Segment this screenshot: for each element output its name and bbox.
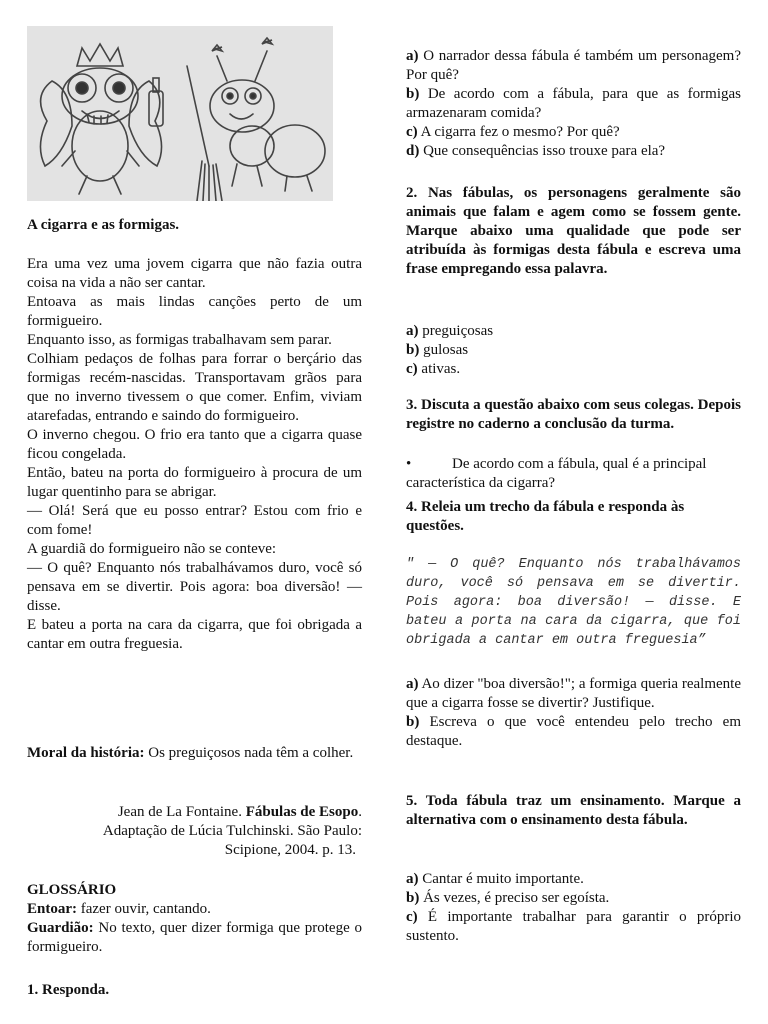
bullet-icon: • — [406, 456, 412, 472]
highlighted-excerpt: " — O quê? Enquanto nós trabalhávamos duro, você só pensava em se divertir. Pois agora: boa diversão! — disse. E bateu a porta na cara da cigarra, que foi obrigada a cantar em outra freguesia” — [406, 557, 741, 648]
option-item: c) É importante trabalhar para garantir o próprio sustento. — [406, 909, 741, 944]
question-5-options — [406, 870, 741, 946]
option-item: b) gulosas — [406, 342, 469, 358]
story-paragraph: Enquanto isso, as formigas trabalhavam sem parar. — [27, 332, 332, 348]
question-item: a) O narrador dessa fábula é também um personagem? Por quê? — [406, 48, 741, 83]
citation-line-2: Adaptação de Lúcia Tulchinski. São Paulo: — [102, 823, 362, 839]
glossary-entry: Guardião: No texto, quer dizer formiga que protege o formigueiro. — [27, 920, 362, 955]
question-4-items — [406, 675, 741, 751]
option-item: a) preguiçosas — [406, 323, 494, 339]
question-3-bullet — [406, 455, 741, 493]
citation-line-3: Scipione, 2004. p. 13. — [224, 842, 356, 858]
story-paragraph: A guardiã do formigueiro não se conteve: — [27, 541, 277, 557]
glossary — [27, 881, 362, 957]
option-item: a) Cantar é muito importante. — [406, 871, 584, 887]
cicada-and-ant-drawing — [27, 26, 333, 201]
bullet-text: De acordo com a fábula, qual é a principal característica da cigarra? — [406, 456, 707, 491]
story-paragraph: — O quê? Enquanto nós trabalhávamos duro, você só pensava em se divertir. Pois agora: boa diversão! — disse. — [27, 560, 362, 614]
question-3-title: 3. Discuta a questão abaixo com seus colegas. Depois registre no caderno a conclusão da turma. — [406, 397, 742, 432]
question-1-title: 1. Responda. — [27, 982, 110, 998]
question-5-title: 5. Toda fábula traz um ensinamento. Marque a alternativa com o ensinamento desta fábula. — [406, 793, 741, 828]
story-paragraph: Então, bateu na porta do formigueiro à procura de um lugar quentinho para se abrigar. — [27, 465, 362, 500]
question-2-options — [406, 322, 741, 379]
option-item: c) ativas. — [406, 361, 461, 377]
question-1-items — [406, 47, 741, 161]
story-paragraph: O inverno chegou. O frio era tanto que a cigarra quase ficou congelada. — [27, 427, 362, 462]
story-paragraph: Entoava as mais lindas canções perto de um formigueiro. — [27, 294, 362, 329]
story-paragraph: Colhiam pedaços de folhas para forrar o berçário das formigas recém-nascidas. Transportavam grãos para que no inverno tivessem o que comer. Enfim, viviam atarefadas, entrando e saindo do formigueiro. — [27, 351, 362, 424]
glossary-entry: Entoar: fazer ouvir, cantando. — [27, 901, 211, 917]
question-item: a) Ao dizer "boa diversão!"; a formiga queria realmente que a cigarra fosse se divertir? Justifique. — [406, 676, 741, 711]
story-text — [27, 255, 362, 654]
question-2-title: 2. Nas fábulas, os personagens geralmente são animais que falam e agem como se fossem gente. Marque abaixo uma qualidade que pode ser atribuída às formigas desta fábula e escreva uma frase empregando essa palavra. — [406, 185, 741, 277]
fable-illustration — [27, 26, 333, 201]
question-item: b) De acordo com a fábula, para que as formigas armazenaram comida? — [406, 86, 741, 121]
citation — [27, 803, 362, 860]
story-paragraph: E bateu a porta na cara da cigarra, que foi obrigada a cantar em outra freguesia. — [27, 617, 362, 652]
story-paragraph: Era uma vez uma jovem cigarra que não fazia outra coisa na vida a não ser cantar. — [27, 256, 362, 291]
story-title: A cigarra e as formigas. — [27, 217, 180, 233]
story-paragraph: — Olá! Será que eu posso entrar? Estou com frio e com fome! — [27, 503, 362, 538]
question-item: d) Que consequências isso trouxe para ela? — [406, 143, 666, 159]
option-item: b) Ás vezes, é preciso ser egoísta. — [406, 890, 610, 906]
question-item: b) Escreva o que você entendeu pelo trecho em destaque. — [406, 714, 741, 749]
question-4-title: 4. Releia um trecho da fábula e responda às questões. — [406, 499, 685, 534]
citation-line-1: Jean de La Fontaine. Fábulas de Esopo. — [117, 804, 362, 820]
question-item: c) A cigarra fez o mesmo? Por quê? — [406, 124, 620, 140]
moral-label: Moral da história: — [27, 745, 145, 761]
glossary-title: GLOSSÁRIO — [27, 882, 117, 898]
moral-text: Os preguiçosos nada têm a colher. — [144, 745, 354, 761]
moral — [27, 744, 362, 763]
